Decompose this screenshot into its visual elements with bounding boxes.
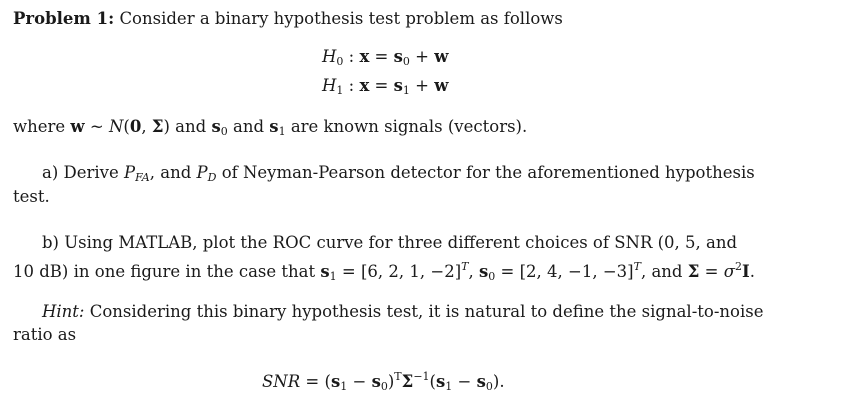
part-b-and: , and (640, 262, 688, 281)
part-b-sigma-small: σ (723, 262, 735, 281)
snr-transpose: T (394, 370, 402, 383)
where-s1: s (269, 117, 279, 136)
where-text-3: are known signals (vectors). (285, 117, 528, 136)
h1-subscript: 1 (336, 84, 344, 97)
snr-s0-b: s (476, 372, 486, 391)
snr-s0-b-subscript: 0 (485, 380, 493, 393)
part-b-period: . (749, 262, 755, 281)
part-a-pfa: P (124, 163, 136, 182)
snr-end: ). (492, 372, 505, 391)
part-a-text-3: of Neyman-Pearson detector for the aforementioned hypothesis (216, 163, 755, 182)
problem-heading: Problem 1: (13, 9, 115, 28)
h0-plus: + (409, 47, 435, 66)
where-w: w (70, 117, 85, 136)
snr-s0-a-subscript: 0 (380, 380, 388, 393)
part-b-transpose-1: T (461, 260, 469, 273)
snr-sigma: Σ (401, 372, 414, 391)
where-s0-subscript: 0 (220, 125, 228, 138)
part-a-line-1 (42, 163, 755, 188)
h1-x: x (359, 76, 370, 95)
h0-symbol: H (322, 47, 337, 66)
h1-w: w (434, 76, 449, 95)
h1-symbol: H (322, 76, 337, 95)
snr-inverse: −1 (413, 370, 430, 383)
part-b-text-2: 10 dB) in one figure in the case that (13, 262, 321, 281)
snr-symbol: SNR (262, 372, 301, 391)
part-b-transpose-2: T (633, 260, 641, 273)
where-paren-open: ( (123, 117, 130, 136)
part-b-s1: s (320, 262, 330, 281)
snr-minus-2: − (452, 372, 477, 391)
snr-paren-open: ( (429, 372, 436, 391)
where-normal-N: N (108, 117, 124, 136)
where-s0: s (211, 117, 221, 136)
where-zero: 0 (129, 117, 142, 136)
where-tilde: ~ (84, 117, 109, 136)
part-b-comma: , (468, 262, 479, 281)
part-b-s0-subscript: 0 (488, 270, 496, 283)
snr-s1-b-subscript: 1 (445, 380, 453, 393)
h0-subscript: 0 (336, 55, 344, 68)
part-b-s0: s (479, 262, 489, 281)
part-a-line-2 (13, 187, 50, 207)
snr-s0-a: s (371, 372, 381, 391)
hint-text-1: Considering this binary hypothesis test, it is natural to define the signal-to-noise (84, 302, 764, 321)
part-b-s1-subscript: 1 (329, 270, 337, 283)
part-b-s0-value: = [2, 4, −1, −3] (495, 262, 634, 281)
part-b-sigma: Σ (687, 262, 700, 281)
part-a-text-2: , and (149, 163, 197, 182)
part-a-pd: P (196, 163, 208, 182)
problem-intro-text: Consider a binary hypothesis test problem as follows (119, 9, 563, 28)
h0-equals: = (369, 47, 394, 66)
where-line (13, 117, 527, 142)
part-b-line-1 (42, 233, 737, 253)
snr-minus-1: − (347, 372, 372, 391)
h0-s-subscript: 0 (402, 55, 410, 68)
where-comma: , (141, 117, 152, 136)
where-and: and (227, 117, 270, 136)
h1-plus: + (409, 76, 435, 95)
h0-s: s (393, 47, 403, 66)
h1-s: s (393, 76, 403, 95)
snr-s1-a-subscript: 1 (340, 380, 348, 393)
equation-h0 (322, 47, 448, 72)
part-a-text-4: test. (13, 187, 50, 206)
h0-w: w (434, 47, 449, 66)
snr-s1-b: s (435, 372, 446, 391)
h1-s-subscript: 1 (402, 84, 410, 97)
snr-s1-a: s (330, 372, 341, 391)
where-text-2: ) and (163, 117, 212, 136)
h0-x: x (359, 47, 370, 66)
h1-equals: = (369, 76, 394, 95)
where-sigma: Σ (151, 117, 164, 136)
part-a-text-1: a) Derive (42, 163, 125, 182)
where-s1-subscript: 1 (278, 125, 286, 138)
snr-equation (262, 367, 505, 397)
part-b-text-1: b) Using MATLAB, plot the ROC curve for three different choices of SNR (0, 5, and (42, 233, 738, 252)
part-b-identity: I (741, 262, 750, 281)
hint-label: Hint: (42, 302, 85, 321)
part-b-s1-value: = [6, 2, 1, −2] (336, 262, 462, 281)
part-a-pd-subscript: D (207, 171, 217, 184)
h0-colon: : (343, 47, 360, 66)
h1-colon: : (343, 76, 360, 95)
part-b-equals: = (699, 262, 724, 281)
snr-paren-close: ) (387, 372, 395, 391)
part-a-pfa-subscript: FA (135, 171, 150, 184)
part-b-sigma-squared: 2 (734, 260, 742, 273)
part-b-line-2 (13, 257, 755, 287)
hint-line-1 (42, 302, 763, 322)
hint-text-2: ratio as (13, 325, 77, 344)
snr-equals: = ( (300, 372, 331, 391)
hint-line-2 (13, 325, 76, 345)
equation-h1 (322, 76, 448, 101)
where-text-1: where (13, 117, 71, 136)
problem-intro-line (13, 9, 563, 29)
